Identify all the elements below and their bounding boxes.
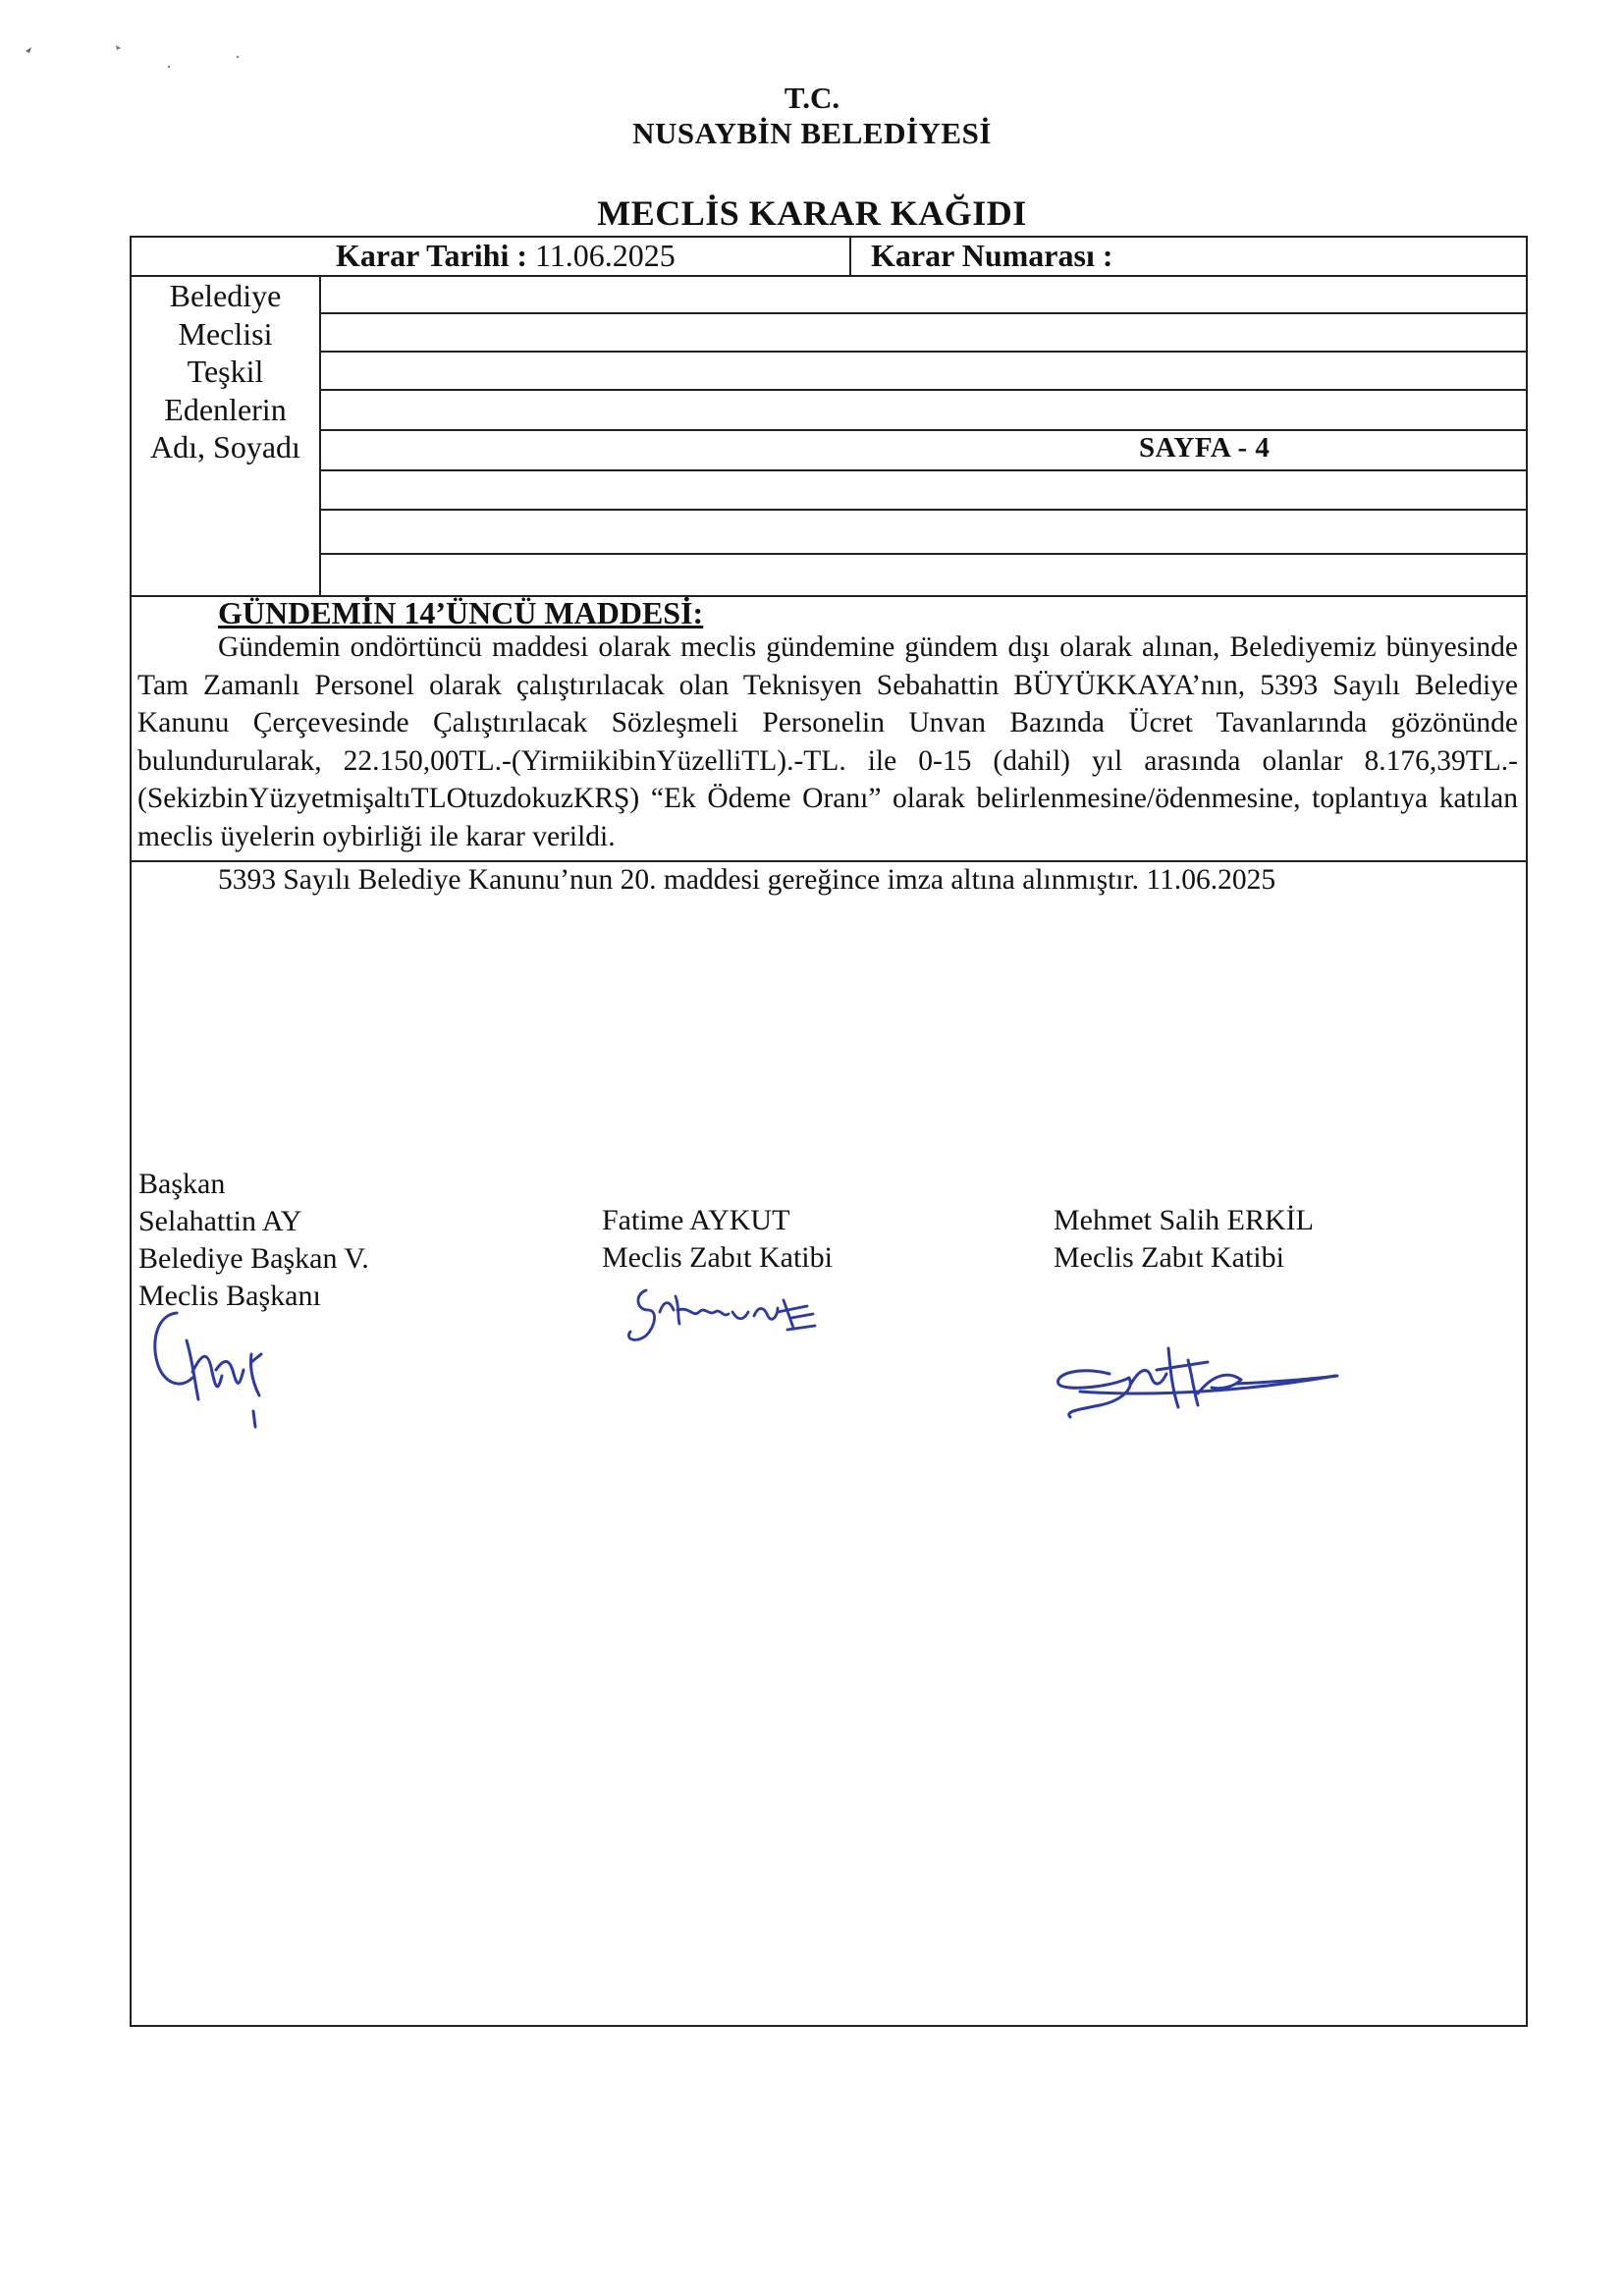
signatory-chairman xyxy=(138,1166,369,1315)
signatory-name: Mehmet Salih ERKİL xyxy=(1054,1204,1314,1236)
row-divider xyxy=(130,275,1528,277)
members-label-line: Teşkil xyxy=(187,354,264,389)
decision-number xyxy=(849,236,1528,275)
signatory-line: Meclis Başkanı xyxy=(138,1280,321,1312)
agenda-body xyxy=(137,628,1518,856)
page-number: SAYFA - 4 xyxy=(1139,432,1271,464)
members-label-line: Meclisi xyxy=(178,315,273,352)
signatory-line: Meclis Zabıt Katibi xyxy=(602,1241,833,1274)
member-row-line xyxy=(319,312,1528,314)
municipality-name: NUSAYBİN BELEDİYESİ xyxy=(632,116,992,150)
signatory-name: Selahattin AY xyxy=(138,1205,302,1237)
decision-date xyxy=(336,236,676,275)
document-title: MECLİS KARAR KAĞIDI xyxy=(597,193,1027,233)
decision-date-label: Karar Tarihi : xyxy=(336,238,527,273)
agenda-paragraph: Gündemin ondörtüncü maddesi olarak meclis gündemine gündem dışı olarak alınan, Belediyemiz bünyesinde Tam Zamanlı Personel olarak çalıştırılacak olan Teknisyen Sebahattin BÜYÜKKAYA’nın, 5393 Sayılı Belediye Kanunu Çerçevesinde Çalıştırılacak Sözleşmeli Personelin Unvan Bazında Ücret Tavanlarında gözönünde bulundurularak, 22.150,00TL.-(YirmiikibinYüzelliTL).-TL. ile 0-15 (dahil) yıl arasında olanlar 8.176,39TL.-(SekizbinYüzyetmişaltıTLOtuzdokuzKRŞ) “Ek Ödeme Oranı” olarak belirlenmesine/ödenmesine, toplantıya katılan meclis üyelerin oybirliği ile karar verildi. xyxy=(137,631,1518,852)
member-row-line xyxy=(319,469,1528,471)
agenda-heading: GÜNDEMİN 14’ÜNCÜ MADDESİ: xyxy=(218,595,704,630)
members-label-line: Adı, Soyadı xyxy=(150,429,300,464)
member-row-line xyxy=(319,429,1528,431)
decision-number-label: Karar Numarası : xyxy=(871,238,1113,273)
signature-clerk-1 xyxy=(621,1277,856,1355)
signatory-line: Başkan xyxy=(138,1168,226,1200)
signature-chairman xyxy=(147,1301,304,1429)
member-row-line xyxy=(319,351,1528,353)
decision-info-row xyxy=(130,236,1528,275)
signatory-clerk-2 xyxy=(1054,1202,1314,1277)
section-divider xyxy=(130,860,1528,862)
signatory-line: Meclis Zabıt Katibi xyxy=(1054,1241,1284,1274)
signatory-line: Belediye Başkan V. xyxy=(138,1242,369,1275)
signature-clerk-2 xyxy=(1041,1331,1355,1429)
member-row-line xyxy=(319,553,1528,555)
members-label xyxy=(130,277,321,466)
header-line-1: T.C. xyxy=(784,81,840,115)
signatory-name: Fatime AYKUT xyxy=(602,1204,790,1236)
legal-note: 5393 Sayılı Belediye Kanunu’nun 20. maddesi gereğince imza altına alınmıştır. 11.06.2025 xyxy=(218,864,1276,896)
member-row-line xyxy=(319,509,1528,511)
decision-date-value: 11.06.2025 xyxy=(534,238,676,273)
scan-marks xyxy=(20,29,255,88)
members-label-line: Edenlerin xyxy=(164,391,287,427)
members-label-line: Belediye xyxy=(169,278,282,313)
decision-table-frame xyxy=(130,236,1528,2027)
member-row-line xyxy=(319,389,1528,391)
signatory-clerk-1 xyxy=(602,1202,833,1277)
